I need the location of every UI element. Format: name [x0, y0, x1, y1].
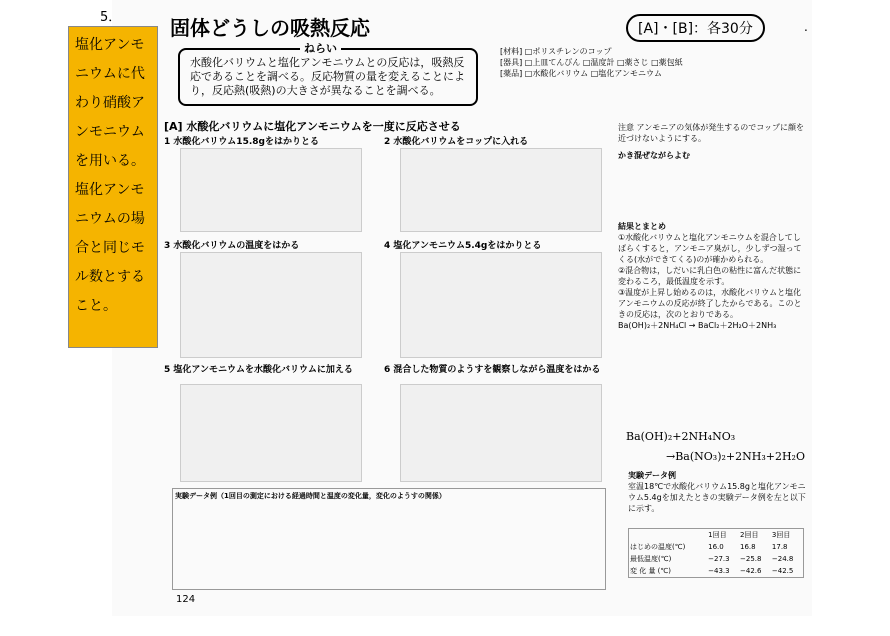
result-equation: Ba(OH)₂＋2NH₄Cl → BaCl₂＋2H₂O＋2NH₃ [618, 321, 777, 330]
annotation-text: 塩化アンモニウムに代わり硝酸アンモニウムを用いる。塩化アンモニウムの場合と同じモル数とすること。 [75, 37, 145, 314]
table-cell: 最低温度(℃) [630, 555, 672, 563]
data-example [628, 470, 808, 514]
table-cell: −25.8 [740, 555, 762, 563]
table-row [629, 529, 804, 542]
table-cell: −24.8 [771, 555, 794, 563]
table-row [629, 553, 804, 565]
data-table-title: 実験データ例（1回目の測定における経過時間と温度の変化量，変化のようすの関係） [175, 492, 446, 500]
table-cell: −42.6 [740, 567, 762, 575]
step-1: 1 水酸化バリウム15.8gをはかりとる [164, 137, 319, 147]
table-cell: −42.5 [771, 567, 794, 575]
page-number: 124 [176, 594, 196, 605]
result-3: ③温度が上昇し始めるのは，水酸化バリウムと塩化アンモニウムの反応が終了したからである。このときの反応は，次のとおりである。 [618, 288, 802, 319]
section-a-title: [A] 水酸化バリウムに塩化アンモニウムを一度に反応させる [164, 120, 461, 133]
figure-thermometer [180, 252, 362, 358]
annotation-box [68, 26, 158, 348]
table-row [629, 565, 804, 578]
aim-box [178, 48, 478, 106]
table-cell: 16.8 [740, 543, 756, 551]
table-cell: 17.8 [771, 543, 788, 551]
prep-list [500, 46, 770, 79]
trailing-dot: . [804, 20, 808, 34]
step-2: 2 水酸化バリウムをコップに入れる [384, 137, 529, 147]
table-cell [629, 529, 708, 542]
figure-balance-2 [400, 252, 602, 358]
aim-text: 水酸化バリウムと塩化アンモニウムとの反応は，吸熱反応であることを調べる。反応物質の量を変えることにより，反応熱(吸熱)の大きさが異なることを調べる。 [190, 56, 465, 97]
result-2: ②混合物は，しだいに乳白色の粘性に富んだ状態に変わるころ，最低温度を示す。 [618, 266, 802, 286]
formula-line-2: →Ba(NO₃)₂+2NH₃+2H₂O [666, 450, 805, 463]
data-table [172, 488, 606, 590]
step-4: 4 塩化アンモニウム5.4gをはかりとる [384, 241, 542, 251]
results-heading: 結果とまとめ [618, 222, 666, 231]
result-1: ①水酸化バリウムと塩化アンモニウムを混合してしばらくすると，アンモニア臭がし，少しずつ湿ってくる(水ができてくる)のが確かめられる。 [618, 233, 802, 264]
aim-label: ねらい [300, 40, 341, 56]
step-3: 3 水酸化バリウムの温度をはかる [164, 241, 300, 251]
time-label: [A]・[B]：各30分 [626, 14, 765, 42]
table-row [629, 541, 804, 553]
prep-chemicals: [薬品] □水酸化バリウム □塩化アンモニウム [500, 69, 662, 78]
table-cell: 変 化 量 (℃) [630, 567, 671, 575]
note-text: 注意 アンモニアの気体が発生するのでコップに顔を近づけないようにする。 [618, 123, 805, 143]
data-example-title: 実験データ例 [628, 471, 676, 480]
table-cell: 16.0 [708, 543, 724, 551]
figure-observe [400, 384, 602, 482]
table-cell: 2回目 [740, 531, 759, 539]
page-title: 固体どうしの吸熱反応 [170, 16, 370, 40]
item-number: 5． [100, 10, 122, 25]
table-cell: 3回目 [771, 531, 791, 539]
stir-heading: かき混ぜながらよむ [618, 151, 690, 160]
table-cell: −27.3 [708, 555, 730, 563]
figure-cup-1 [400, 148, 602, 232]
prep-tools: [器具] □上皿てんびん □温度計 □薬さじ □薬包紙 [500, 58, 683, 67]
figure-mixing [180, 384, 362, 482]
formula-line-1: Ba(OH)₂+2NH₄NO₃ [626, 430, 736, 443]
table-cell: −43.3 [708, 567, 730, 575]
figure-balance-1 [180, 148, 362, 232]
table-cell: 1回目 [708, 531, 727, 539]
table-cell: はじめの温度(℃) [630, 543, 686, 551]
right-column [618, 122, 808, 331]
data-example-text: 室温18℃で水酸化バリウム15.8gと塩化アンモニウム5.4gを加えたときの実験データ例を左と以下に示す。 [628, 482, 806, 513]
prep-materials: [材料] □ポリスチレンのコップ [500, 47, 612, 56]
step-5: 5 塩化アンモニウムを水酸化バリウムに加える [164, 365, 353, 375]
summary-table [628, 528, 804, 578]
step-6: 6 混合した物質のようすを観察しながら温度をはかる [384, 365, 601, 375]
